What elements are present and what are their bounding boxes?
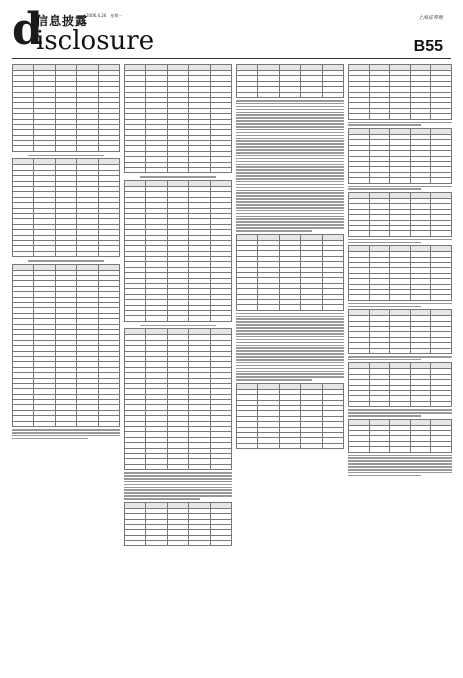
text-line [348, 239, 452, 241]
body-text [236, 100, 344, 232]
table-cell [431, 401, 452, 406]
text-line [236, 330, 344, 332]
table-cell [410, 178, 431, 183]
table-row [237, 92, 344, 97]
table-cell [55, 421, 76, 426]
text-line [236, 336, 344, 338]
text-line [236, 201, 344, 203]
table-cell [410, 231, 431, 236]
financial-table [348, 245, 452, 301]
table-cell [431, 231, 452, 236]
financial-table [236, 383, 344, 449]
body-text [348, 239, 452, 243]
table-caption [140, 325, 216, 327]
text-line [236, 175, 344, 177]
financial-table [348, 128, 452, 184]
table-cell [98, 421, 119, 426]
text-line [236, 100, 344, 102]
text-line [348, 186, 452, 188]
financial-table [12, 158, 120, 257]
table-cell [237, 92, 258, 97]
text-line [348, 409, 452, 411]
table-cell [349, 114, 370, 119]
financial-table [124, 502, 232, 547]
text-line [236, 109, 344, 111]
text-line [236, 333, 344, 335]
table-cell [237, 443, 258, 448]
table-cell [431, 178, 452, 183]
table-row [13, 146, 120, 151]
table-cell [369, 295, 390, 300]
masthead-rule [12, 58, 451, 59]
table-cell [390, 231, 411, 236]
text-line [236, 132, 344, 134]
text-line [236, 227, 344, 229]
body-text [236, 313, 344, 381]
table-cell [390, 295, 411, 300]
text-line [236, 161, 344, 163]
text-line [236, 164, 344, 166]
text-line [236, 350, 344, 352]
table-row [349, 295, 452, 300]
text-line [236, 198, 344, 200]
table-cell [34, 146, 55, 151]
text-line [236, 187, 344, 189]
table-row [237, 443, 344, 448]
table-cell [167, 316, 188, 321]
text-line [236, 155, 344, 157]
table-cell [369, 231, 390, 236]
text-line [236, 373, 344, 375]
text-line [12, 429, 120, 431]
table-cell [55, 251, 76, 256]
table-cell [390, 401, 411, 406]
table-cell [237, 305, 258, 310]
table-cell [322, 443, 343, 448]
financial-table [12, 64, 120, 152]
table-cell [125, 541, 146, 546]
table-caption [140, 176, 216, 178]
table-cell [167, 464, 188, 469]
text-line [236, 221, 344, 223]
table-caption [28, 260, 104, 262]
table-cell [369, 178, 390, 183]
text-line [236, 146, 344, 148]
text-line [12, 435, 120, 437]
text-line [236, 365, 344, 367]
table-cell [369, 447, 390, 452]
text-line [236, 327, 344, 329]
text-line [236, 103, 344, 105]
table-cell [34, 421, 55, 426]
table-cell [167, 541, 188, 546]
table-cell [146, 316, 167, 321]
text-line [124, 478, 232, 480]
text-line [348, 466, 452, 468]
text-line [236, 129, 344, 131]
table-cell [125, 464, 146, 469]
table-cell [322, 305, 343, 310]
text-line [348, 472, 452, 474]
text-line [236, 218, 344, 220]
text-line [124, 498, 200, 500]
table-cell [210, 316, 231, 321]
financial-table [124, 328, 232, 470]
text-line [236, 204, 344, 206]
text-line [236, 172, 344, 174]
text-line [348, 306, 421, 308]
newspaper-name: 上海证券报 [417, 15, 443, 21]
table-cell [125, 168, 146, 173]
table-row [237, 305, 344, 310]
text-line [236, 112, 344, 114]
table-cell [189, 168, 210, 173]
table-cell [431, 114, 452, 119]
table-cell [210, 168, 231, 173]
table-cell [349, 295, 370, 300]
section-title-en: isclosure [36, 26, 155, 56]
table-row [349, 231, 452, 236]
text-line [236, 368, 344, 370]
text-line [348, 463, 452, 465]
text-line [348, 188, 421, 190]
text-line [236, 376, 344, 378]
table-cell [146, 168, 167, 173]
text-line [236, 371, 344, 373]
table-row [13, 251, 120, 256]
text-line [236, 135, 344, 137]
section-title-cn: 信息披露 [36, 14, 89, 28]
text-line [236, 192, 344, 194]
table-cell [301, 92, 322, 97]
financial-table [348, 362, 452, 407]
text-line [236, 140, 344, 142]
text-line [236, 324, 344, 326]
text-line [236, 356, 344, 358]
table-cell [258, 305, 279, 310]
body-text [348, 356, 452, 360]
table-row [349, 447, 452, 452]
table-cell [410, 348, 431, 353]
financial-table [348, 192, 452, 237]
table-cell [258, 443, 279, 448]
table-cell [125, 316, 146, 321]
table-cell [369, 348, 390, 353]
table-row [125, 541, 232, 546]
column-3 [236, 64, 344, 666]
financial-table [124, 180, 232, 322]
text-line [236, 184, 344, 186]
table-cell [167, 168, 188, 173]
table-cell [279, 92, 300, 97]
table-cell [390, 114, 411, 119]
table-row [349, 401, 452, 406]
table-cell [55, 146, 76, 151]
table-cell [369, 114, 390, 119]
table-cell [390, 348, 411, 353]
table-cell [349, 348, 370, 353]
table-cell [301, 443, 322, 448]
text-line [124, 472, 232, 474]
text-line [236, 190, 344, 192]
table-cell [13, 421, 34, 426]
text-line [236, 230, 312, 232]
text-line [236, 181, 344, 183]
body-text [348, 303, 452, 307]
table-cell [77, 421, 98, 426]
table-cell [77, 251, 98, 256]
table-cell [189, 464, 210, 469]
financial-table [348, 419, 452, 453]
table-cell [210, 541, 231, 546]
table-cell [98, 251, 119, 256]
table-row [125, 464, 232, 469]
text-line [124, 487, 232, 489]
text-line [124, 495, 232, 497]
table-cell [146, 541, 167, 546]
text-line [236, 318, 344, 320]
body-text [348, 455, 452, 477]
text-line [236, 114, 344, 116]
text-line [348, 469, 452, 471]
body-text [348, 122, 452, 126]
table-cell [349, 401, 370, 406]
text-line [236, 123, 344, 125]
table-row [125, 168, 232, 173]
dateline: 2006.6.26 星期一 [86, 13, 123, 18]
column-4 [348, 64, 452, 666]
table-cell [258, 92, 279, 97]
table-row [13, 421, 120, 426]
page-content [12, 64, 452, 666]
text-line [124, 484, 232, 486]
text-line [124, 489, 232, 491]
table-cell [410, 295, 431, 300]
text-line [236, 379, 312, 381]
text-line [12, 438, 88, 440]
body-text [348, 409, 452, 416]
masthead-letter: d [12, 4, 43, 55]
text-line [348, 460, 452, 462]
text-line [236, 166, 344, 168]
table-cell [431, 348, 452, 353]
text-line [236, 213, 344, 215]
financial-table [348, 64, 452, 120]
financial-table [124, 64, 232, 173]
text-line [124, 481, 232, 483]
text-line [236, 117, 344, 119]
text-line [236, 316, 344, 318]
table-cell [98, 146, 119, 151]
text-line [236, 178, 344, 180]
table-row [349, 348, 452, 353]
body-text [348, 186, 452, 190]
text-line [348, 242, 421, 244]
text-line [236, 353, 344, 355]
table-cell [390, 178, 411, 183]
column-1 [12, 64, 120, 666]
text-line [236, 347, 344, 349]
text-line [348, 359, 421, 361]
text-line [236, 138, 344, 140]
table-cell [13, 146, 34, 151]
text-line [348, 122, 452, 124]
table-cell [431, 295, 452, 300]
text-line [236, 158, 344, 160]
text-line [236, 321, 344, 323]
column-2 [124, 64, 232, 666]
text-line [236, 339, 344, 341]
text-line [348, 457, 452, 459]
table-cell [349, 231, 370, 236]
table-cell [210, 464, 231, 469]
text-line [236, 210, 344, 212]
text-line [236, 149, 344, 151]
text-line [12, 432, 120, 434]
financial-table [236, 64, 344, 98]
text-line [348, 303, 452, 305]
table-cell [410, 114, 431, 119]
text-line [236, 126, 344, 128]
table-cell [189, 541, 210, 546]
body-text [124, 472, 232, 500]
table-cell [349, 178, 370, 183]
table-cell [410, 447, 431, 452]
text-line [236, 362, 344, 364]
table-cell [349, 447, 370, 452]
table-cell [431, 447, 452, 452]
financial-table [348, 309, 452, 354]
table-cell [279, 305, 300, 310]
text-line [348, 356, 452, 358]
text-line [236, 342, 344, 344]
text-line [236, 359, 344, 361]
text-line [124, 492, 232, 494]
table-row [349, 114, 452, 119]
financial-table [236, 234, 344, 311]
table-cell [34, 251, 55, 256]
text-line [236, 345, 344, 347]
text-line [236, 216, 344, 218]
financial-table [12, 264, 120, 427]
text-line [236, 120, 344, 122]
text-line [236, 313, 344, 315]
table-cell [301, 305, 322, 310]
text-line [236, 207, 344, 209]
text-line [236, 152, 344, 154]
table-row [349, 178, 452, 183]
text-line [348, 455, 452, 457]
text-line [348, 412, 452, 414]
table-cell [279, 443, 300, 448]
table-cell [146, 464, 167, 469]
table-caption [28, 155, 104, 157]
text-line [124, 475, 232, 477]
text-line [236, 106, 344, 108]
table-cell [390, 447, 411, 452]
table-row [125, 316, 232, 321]
text-line [236, 169, 344, 171]
page-number: B55 [413, 38, 443, 55]
text-line [236, 224, 344, 226]
text-line [348, 415, 421, 417]
text-line [236, 143, 344, 145]
text-line [348, 475, 421, 477]
table-cell [77, 146, 98, 151]
text-line [348, 124, 421, 126]
table-cell [13, 251, 34, 256]
table-cell [410, 401, 431, 406]
table-cell [369, 401, 390, 406]
table-cell [189, 316, 210, 321]
body-text [12, 429, 120, 439]
table-cell [322, 92, 343, 97]
masthead [0, 0, 463, 62]
text-line [236, 195, 344, 197]
